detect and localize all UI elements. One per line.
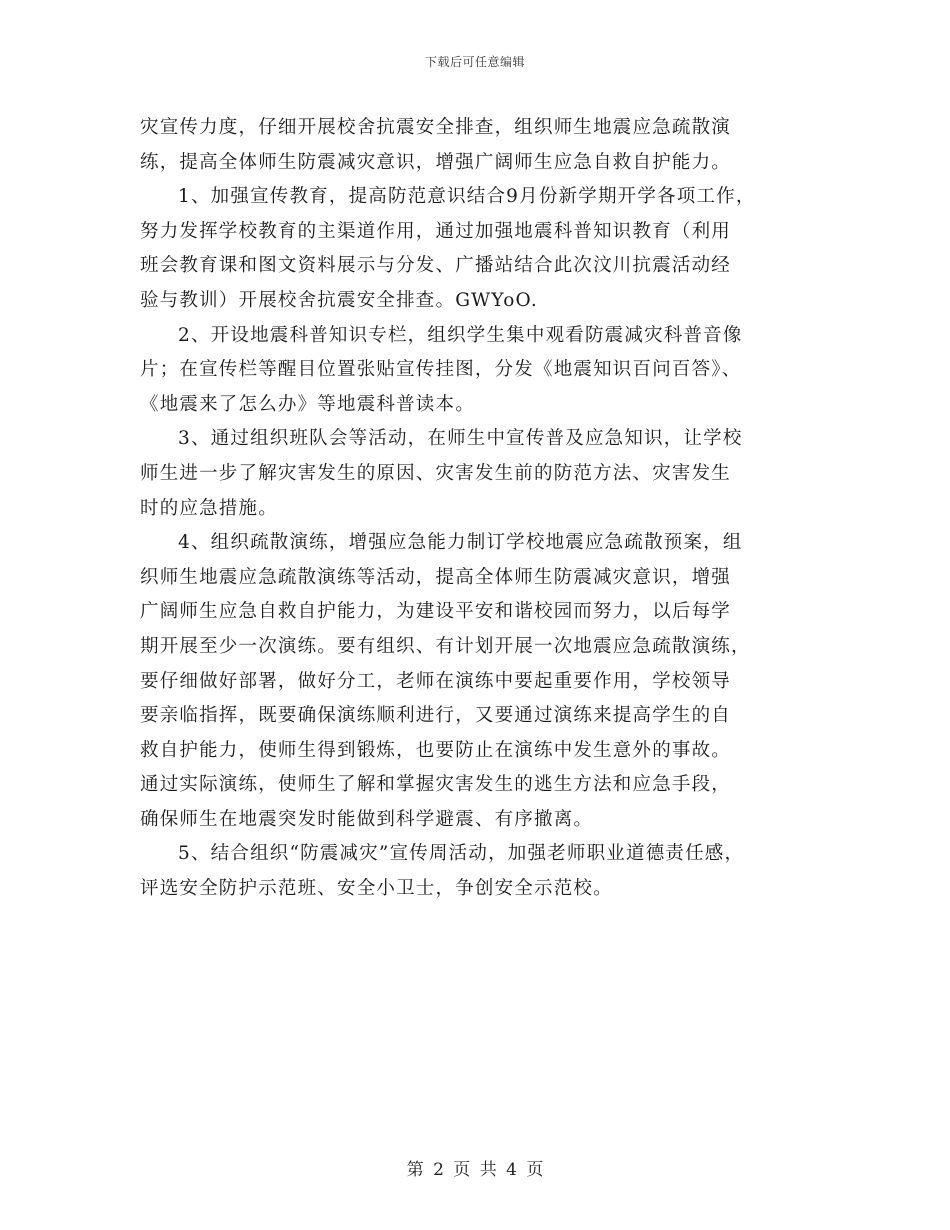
paragraph-2-start: 2、开设地震科普知识专栏，组织学生集中观看防震减灾科普音像 — [178, 324, 743, 346]
text-line: 班会教育课和图文资料展示与分发、广播站结合此次汶川抗震活动经 — [140, 255, 732, 277]
paragraph-4-start: 4、组织疏散演练，增强应急能力制订学校地震应急疏散预案，组 — [178, 532, 743, 554]
page-footer: 第 2 页 共 4 页 — [406, 1160, 544, 1180]
text-line: 织师生地震应急疏散演练等活动，提高全体师生防震减灾意识，增强 — [140, 566, 732, 588]
text-line: 评选安全防护示范班、安全小卫士，争创安全示范校。 — [140, 878, 613, 900]
text-line: 努力发挥学校教育的主渠道作用，通过加强地震科普知识教育（利用 — [140, 220, 732, 242]
paragraph-3-start: 3、通过组织班队会等活动，在师生中宣传普及应急知识，让学校 — [178, 428, 743, 450]
text-line: 灾宣传力度，仔细开展校舍抗震安全排查，组织师生地震应急疏散演 — [140, 117, 732, 138]
body-text — [140, 111, 820, 907]
text-line: 时的应急措施。 — [140, 497, 278, 519]
text-line: 《地震来了怎么办》等地震科普读本。 — [140, 393, 475, 415]
paragraph-1-start: 1、加强宣传教育，提高防范意识结合9月份新学期开学各项工作， — [178, 186, 756, 208]
text-line: 师生进一步了解灾害发生的原因、灾害发生前的防范方法、灾害发生 — [140, 462, 732, 484]
text-line: 通过实际演练，使师生了解和掌握灾害发生的逃生方法和应急手段， — [140, 774, 732, 796]
text-line: 练，提高全体师生防震减灾意识，增强广阔师生应急自救自护能力。 — [140, 151, 732, 173]
text-line: 确保师生在地震突发时能做到科学避震、有序撤离。 — [140, 808, 594, 830]
text-line: 片；在宣传栏等醒目位置张贴宣传挂图，分发《地震知识百问百答》、 — [140, 359, 742, 381]
text-line: 要仔细做好部署，做好分工，老师在演练中要起重要作用，学校领导 — [140, 670, 732, 692]
paragraph-5-start: 5、结合组织“防震减灾”宣传周活动，加强老师职业道德责任感， — [178, 843, 745, 865]
text-line: 期开展至少一次演练。要有组织、有计划开展一次地震应急疏散演练， — [140, 635, 751, 657]
text-line: 救自护能力，使师生得到锻炼，也要防止在演练中发生意外的事故。 — [140, 739, 732, 761]
page-header: 下载后可任意编辑 — [424, 55, 525, 69]
text-line: 验与教训）开展校舍抗震安全排查。GWYoO. — [140, 289, 538, 311]
text-line: 广阔师生应急自救自护能力，为建设平安和谐校园而努力，以后每学 — [140, 601, 732, 623]
text-line: 要亲临指挥，既要确保演练顺利进行，又要通过演练来提高学生的自 — [140, 705, 732, 727]
